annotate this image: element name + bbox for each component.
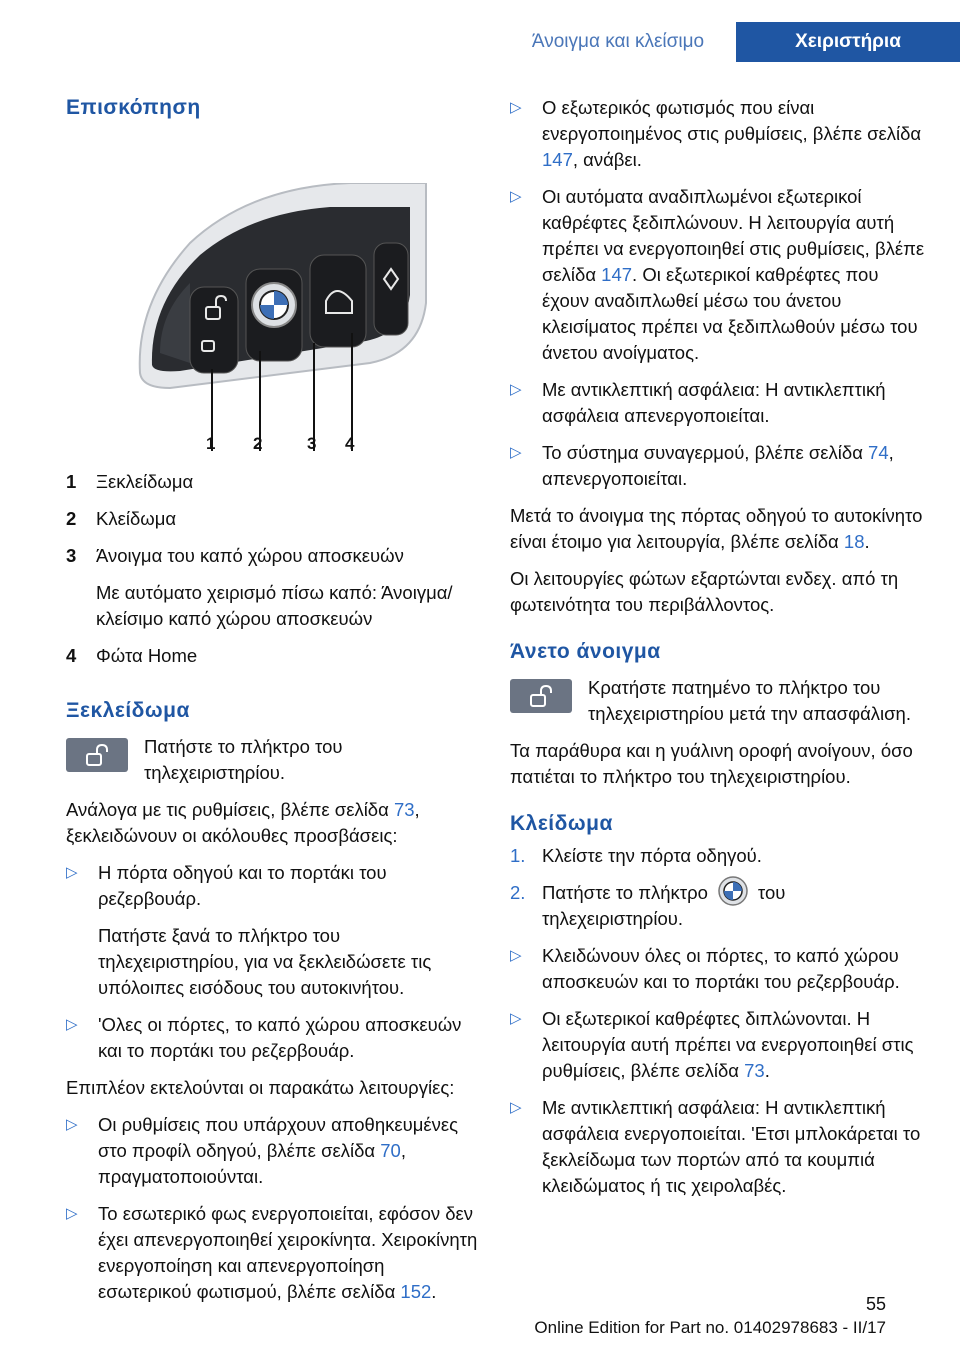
ready-paragraph: Μετά το άνοιγμα της πόρτας οδηγού το αυτοκίνητο είναι έτοιμο για λειτουργία, βλέπε σελίδα 18. <box>510 505 923 552</box>
step-number: 2. <box>510 882 526 903</box>
unlock-button-icon <box>510 679 572 713</box>
list-item: ▷ Κλειδώνουν όλες οι πόρτες, το καπό χώρου αποσκευών και το πορτάκι του ρεζερβουάρ. <box>510 943 930 995</box>
step-item: 2. Πατήστε το πλήκτρο του τηλεχειριστηρίου. <box>510 880 930 932</box>
list-item: ▷ Το εσωτερικό φως ενεργοποιείται, εφόσον δεν έχει απενεργοποιηθεί χειροκίνητα. Χειροκίνητη ενεργοποίηση και απενεργοποίηση εσωτερικού φωτισμού, βλέπε σελίδα 152. <box>66 1201 478 1305</box>
bmw-logo-symbol <box>252 283 296 327</box>
list-item: ▷ Οι ρυθμίσεις που υπάρχουν αποθηκευμένες στο προφίλ οδηγού, βλέπε σελίδα 70, πραγματοποιούνται. <box>66 1112 478 1190</box>
list-subtext: Πατήστε ξανά το πλήκτρο του τηλεχειριστηρίου, για να ξεκλειδώσετε τις υπόλοιπες εισόδους του αυτοκινήτου. <box>98 925 432 998</box>
page-link[interactable]: 18 <box>843 531 865 552</box>
overview-heading: Επισκόπηση <box>66 96 201 119</box>
header-chapter: Χειριστήρια <box>736 22 960 62</box>
comfort-open-heading: Άνετο άνοιγμα <box>510 640 661 663</box>
legend-item <box>66 643 478 669</box>
unlock-intro: Ανάλογα με τις ρυθμίσεις, βλέπε σελίδα 73, ξεκλειδώνουν οι ακόλουθες προσβάσεις: <box>66 799 420 846</box>
list-item: ▷ Με αντικλεπτική ασφάλεια: Η αντικλεπτική ασφάλεια απενεργοποιείται. <box>510 377 930 429</box>
triangle-bullet-icon: ▷ <box>66 1205 78 1222</box>
triangle-bullet-icon: ▷ <box>510 381 522 398</box>
triangle-bullet-icon: ▷ <box>510 188 522 205</box>
comfort-note: Τα παράθυρα και η γυάλινη οροφή ανοίγουν, όσο πατιέται το πλήκτρο του τηλεχειριστηρίου. <box>510 740 913 787</box>
legend-number: 3 <box>66 545 77 566</box>
page-link[interactable]: 73 <box>744 1060 765 1082</box>
legend-text: Φώτα Home <box>96 645 198 666</box>
legend-number: 1 <box>66 471 77 492</box>
figure-label: 3 <box>307 434 317 453</box>
page-link[interactable]: 147 <box>542 149 573 170</box>
page-link[interactable]: 147 <box>601 264 633 285</box>
step-number: 1. <box>510 845 526 866</box>
extra-functions-intro: Επιπλέον εκτελούνται οι παρακάτω λειτουργίες: <box>66 1077 455 1098</box>
list-item: ▷ 'Ολες οι πόρτες, το καπό χώρου αποσκευών και το πορτάκι του ρεζερβουάρ. <box>66 1012 478 1064</box>
step-item: 1. Κλείστε την πόρτα οδηγού. <box>510 843 930 869</box>
lights-paragraph: Οι λειτουργίες φώτων εξαρτώνται ενδεχ. από τη φωτεινότητα του περιβάλλοντος. <box>510 568 899 615</box>
left-column <box>66 95 478 1316</box>
list-item: ▷ Οι αυτόματα αναδιπλωμένοι εξωτερικοί καθρέφτες ξεδιπλώνουν. Η λειτουργία αυτή πρέπει να ενεργοποιηθεί στις ρυθμίσεις, βλέπε σελίδα 147. Οι εξωτερικοί καθρέφτες που έχουν αναδιπλωθεί μέσω του άνετου κλεισίματος πρέπει να ξεδιπλωθούν μέσω του άνετου ανοίγματος. <box>510 184 930 366</box>
legend-number: 2 <box>66 508 77 529</box>
legend-list <box>66 469 478 669</box>
legend-item <box>66 543 478 569</box>
triangle-bullet-icon: ▷ <box>510 444 522 461</box>
unlock-instruction: Πατήστε το πλήκτρο του τηλεχειριστηρίου. <box>144 736 343 783</box>
triangle-bullet-icon: ▷ <box>510 99 522 116</box>
triangle-bullet-icon: ▷ <box>66 1016 78 1033</box>
list-item: ▷ Οι εξωτερικοί καθρέφτες διπλώνονται. Η λειτουργία αυτή πρέπει να ενεργοποιηθεί στις ρυθμίσεις, βλέπε σελίδα 73. <box>510 1006 930 1084</box>
page-link[interactable]: 73 <box>393 799 415 820</box>
list-item: ▷ Ο εξωτερικός φωτισμός που είναι ενεργοποιημένος στις ρυθμίσεις, βλέπε σελίδα 147, ανάβει. <box>510 95 930 173</box>
list-item: ▷ Το σύστημα συναγερμού, βλέπε σελίδα 74, απενεργοποιείται. <box>510 440 930 492</box>
figure-label: 2 <box>253 434 263 453</box>
triangle-bullet-icon: ▷ <box>66 864 78 881</box>
unlock-instruction-block <box>66 734 478 786</box>
right-column <box>510 95 930 1210</box>
legend-item <box>66 506 478 532</box>
triangle-bullet-icon: ▷ <box>510 1010 522 1028</box>
legend-number: 4 <box>66 645 77 666</box>
legend-subtext: Με αυτόματο χειρισμό πίσω καπό: Άνοιγμα/κλείσιμο καπό χώρου αποσκευών <box>96 582 453 629</box>
edition-footer: Online Edition for Part no. 01402978683 - II/17 <box>534 1318 886 1337</box>
triangle-bullet-icon: ▷ <box>66 1116 78 1133</box>
triangle-bullet-icon: ▷ <box>510 1099 522 1117</box>
list-item: ▷ Η πόρτα οδηγού και το πορτάκι του ρεζερβουάρ. <box>66 860 478 912</box>
figure-labels <box>206 431 466 455</box>
list-item: ▷ Με αντικλεπτική ασφάλεια: Η αντικλεπτική ασφάλεια ενεργοποιείται. 'Ετσι μπλοκάρεται το ξεκλείδωμα των πορτών από τα κουμπιά κλειδώματος ή τις χειρολαβές. <box>510 1095 930 1199</box>
unlock-heading: Ξεκλείδωμα <box>66 699 190 722</box>
page-link[interactable]: 74 <box>868 442 889 463</box>
legend-item <box>66 469 478 495</box>
figure-label: 4 <box>345 434 355 453</box>
unlock-button-icon <box>66 738 128 772</box>
legend-text: Κλείδωμα <box>96 508 177 529</box>
comfort-instruction: Κρατήστε πατημένο το πλήκτρο του τηλεχειριστηρίου μετά την απασφάλιση. <box>588 677 911 724</box>
header-section: Άνοιγμα και κλείσιμο <box>531 31 705 52</box>
bmw-logo-icon <box>718 876 748 906</box>
page-number: 55 <box>865 1294 886 1314</box>
triangle-bullet-icon: ▷ <box>510 947 522 965</box>
page-link[interactable]: 152 <box>400 1281 432 1302</box>
legend-text: Άνοιγμα του καπό χώρου αποσκευών <box>96 545 404 566</box>
figure-label: 1 <box>206 434 216 453</box>
lock-heading: Κλείδωμα <box>510 812 613 835</box>
comfort-instruction-block <box>510 675 930 727</box>
page-link[interactable]: 70 <box>380 1140 401 1161</box>
legend-text: Ξεκλείδωμα <box>96 471 194 492</box>
